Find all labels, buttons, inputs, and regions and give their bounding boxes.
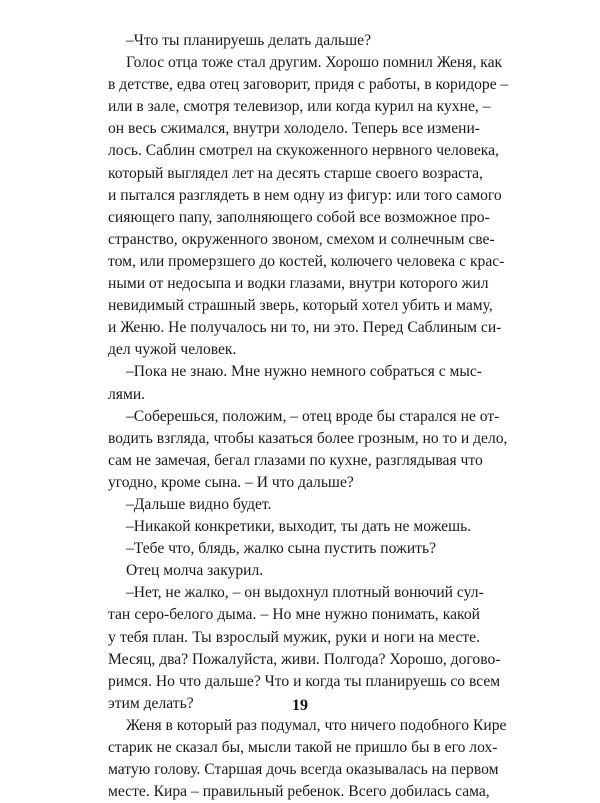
text-line: –Дальше видно будет. <box>126 495 272 513</box>
text-line: у тебя план. Ты взрослый мужик, руки и ноги на месте. <box>108 628 480 646</box>
text-line: угодно, кроме сына. – И что дальше? <box>108 473 354 491</box>
text-line: сам не замечая, бегал глазами по кухне, разглядывая что <box>108 451 483 469</box>
text-line: матую голову. Старшая дочь всегда оказывалась на первом <box>108 761 499 779</box>
book-page-text <box>108 30 509 803</box>
text-line: лями. <box>108 385 146 403</box>
text-line: Женя в который раз подумал, что ничего подобного Кире <box>126 716 507 734</box>
text-line: странство, окруженного звоном, смехом и солнечным све- <box>108 230 495 248</box>
text-line: этим делать? <box>108 694 194 712</box>
text-line: или в зале, смотря телевизор, или когда курил на кухне, – <box>108 98 491 116</box>
text-line: –Пока не знаю. Мне нужно немного собраться с мыс- <box>126 363 482 381</box>
text-line: Отец молча закурил. <box>126 562 264 580</box>
text-line: –Что ты планируешь делать дальше? <box>126 32 371 49</box>
text-line: в детстве, едва отец заговорит, придя с работы, в коридоре – <box>108 76 509 94</box>
text-line: сияющего папу, заполняющего собой все возможное про- <box>108 208 490 226</box>
text-line: лось. Саблин смотрел на скукоженного нервного человека, <box>108 142 499 160</box>
text-line: –Никакой конкретики, выходит, ты дать не можешь. <box>126 518 472 536</box>
text-line: –Тебе что, блядь, жалко сына пустить пожить? <box>126 540 437 558</box>
text-line: и Женю. Не получалось ни то, ни это. Перед Саблиным си- <box>108 319 502 337</box>
text-line: невидимый страшный зверь, который хотел убить и маму, <box>108 297 493 315</box>
text-line: водить взгляда, чтобы казаться более грозным, но то и дело, <box>108 429 508 447</box>
text-line: старик не сказал бы, мысли такой не пришло бы в его лох- <box>108 739 498 756</box>
text-line: –Соберешься, положим, – отец вроде бы старался не от- <box>126 407 500 425</box>
text-line: ными от недосыпа и водки глазами, внутри которого жил <box>108 275 489 293</box>
text-line: который выглядел лет на десять старше своего возраста, <box>108 164 483 182</box>
text-line: римся. Но что дальше? Что и когда ты планируешь со всем <box>108 672 501 690</box>
text-line: Голос отца тоже стал другим. Хорошо помнил Женя, как <box>126 54 503 72</box>
text-line: –Нет, не жалко, – он выдохнул плотный вонючий сул- <box>126 584 484 602</box>
text-line: Месяц, два? Пожалуйста, живи. Полгода? Хорошо, догово- <box>108 650 501 668</box>
text-line: тан серо-белого дыма. – Но мне нужно понимать, какой <box>108 606 480 624</box>
text-line: он весь сжимался, внутри холодело. Теперь все измени- <box>108 120 480 138</box>
text-line: месте. Кира – правильный ребенок. Всего добилась сама, <box>108 783 490 801</box>
text-line: дел чужой человек. <box>108 341 237 359</box>
page-number: 19 <box>292 697 308 714</box>
text-line: и пытался разглядеть в нем одну из фигур: или того самого <box>108 186 502 204</box>
text-line: том, или промерзшего до костей, колючего человека с крас- <box>108 252 505 270</box>
